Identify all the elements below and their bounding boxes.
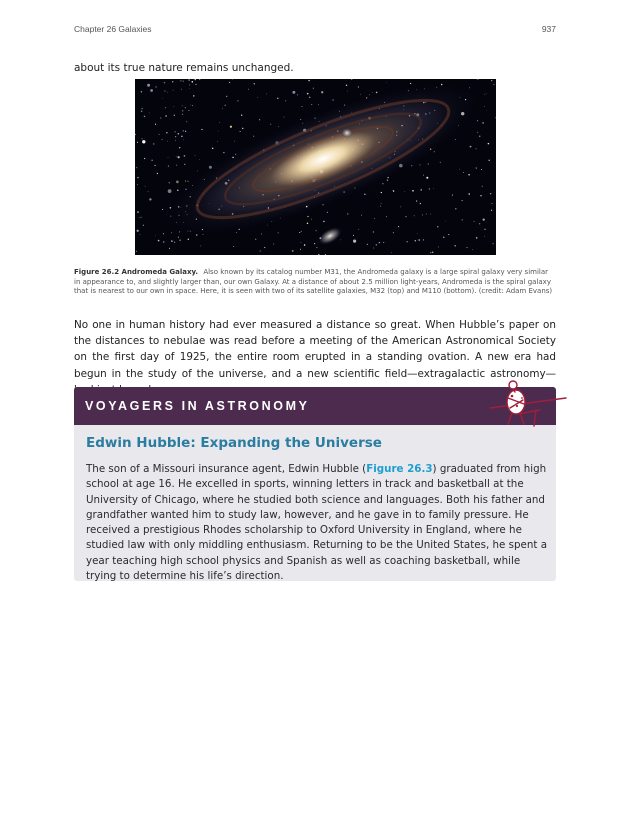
star: [492, 203, 493, 204]
star: [488, 143, 490, 145]
star: [472, 249, 473, 250]
star: [300, 249, 301, 250]
star: [219, 122, 220, 123]
star: [323, 221, 324, 222]
star: [410, 83, 411, 84]
star: [234, 141, 235, 142]
star: [405, 216, 406, 217]
star: [174, 115, 175, 116]
star: [241, 115, 242, 116]
galaxy-illustration: [135, 79, 496, 255]
star: [159, 134, 160, 135]
star: [150, 89, 153, 92]
star: [168, 157, 169, 158]
star: [479, 223, 480, 224]
star: [353, 235, 354, 236]
star: [301, 231, 302, 232]
star: [419, 164, 420, 165]
star: [438, 246, 439, 247]
star: [313, 88, 314, 89]
star: [493, 243, 494, 244]
star: [145, 186, 146, 187]
star: [142, 138, 143, 139]
star: [218, 131, 219, 132]
star: [452, 195, 453, 196]
star: [260, 250, 261, 251]
star: [307, 93, 309, 95]
star: [285, 100, 286, 101]
star: [321, 91, 323, 93]
star: [188, 110, 189, 111]
star: [142, 140, 145, 143]
star: [406, 241, 407, 242]
star: [182, 114, 183, 115]
star: [347, 213, 348, 214]
star: [327, 212, 328, 213]
star: [393, 190, 394, 191]
star: [144, 158, 145, 159]
voyagers-feature-box: [74, 387, 556, 581]
figure-caption: [74, 268, 556, 297]
star: [176, 156, 177, 157]
star: [229, 82, 230, 83]
star: [222, 108, 223, 109]
star: [400, 207, 401, 208]
star: [199, 159, 200, 160]
star: [448, 234, 449, 235]
star: [255, 239, 256, 240]
star: [181, 136, 182, 137]
star: [185, 107, 186, 108]
star: [311, 219, 312, 220]
star: [284, 117, 285, 118]
star: [302, 106, 303, 107]
star: [186, 121, 187, 122]
star: [189, 88, 190, 89]
star: [140, 234, 141, 235]
star: [308, 80, 309, 81]
star: [183, 80, 184, 81]
star: [304, 244, 306, 246]
star: [266, 94, 267, 95]
star: [364, 194, 365, 195]
star: [162, 98, 163, 99]
star: [445, 221, 446, 222]
star: [176, 165, 177, 166]
star: [136, 251, 137, 252]
star: [156, 86, 157, 87]
star: [137, 184, 138, 185]
star: [153, 143, 155, 145]
star: [151, 160, 152, 161]
star: [316, 230, 317, 231]
star: [137, 211, 138, 212]
star: [223, 152, 224, 153]
star: [484, 229, 485, 230]
star: [454, 245, 456, 247]
star: [430, 214, 431, 215]
star: [237, 100, 238, 101]
star: [201, 129, 202, 130]
star: [386, 216, 387, 217]
feature-label: VOYAGERS IN ASTRONOMY: [85, 399, 310, 413]
star: [242, 128, 244, 130]
star: [332, 99, 333, 100]
star: [307, 216, 308, 217]
star: [383, 242, 384, 243]
star: [149, 198, 151, 200]
star: [185, 181, 186, 182]
star: [141, 110, 143, 112]
star: [157, 173, 158, 174]
star: [172, 81, 173, 82]
star: [358, 86, 359, 87]
figure-label: Figure 26.2 Andromeda Galaxy.: [74, 268, 199, 276]
star: [398, 226, 399, 227]
star: [184, 155, 186, 157]
star: [482, 186, 483, 187]
star: [254, 83, 255, 84]
star: [311, 104, 312, 105]
star: [178, 133, 180, 135]
star: [167, 92, 168, 93]
star: [200, 245, 201, 246]
figure-26-3-link[interactable]: Figure 26.3: [366, 463, 433, 475]
star: [165, 107, 166, 108]
feature-paragraph-start: The son of a Missouri insurance agent, Edwin Hubble (: [86, 463, 367, 475]
star: [474, 221, 475, 222]
star: [136, 167, 137, 168]
star: [154, 165, 155, 166]
star: [195, 84, 196, 85]
star: [420, 189, 422, 191]
star: [277, 97, 279, 99]
star: [185, 131, 186, 132]
star: [414, 215, 415, 216]
star: [189, 84, 190, 85]
star: [463, 172, 464, 173]
star: [423, 239, 424, 240]
star: [160, 117, 161, 118]
star: [140, 217, 141, 218]
star: [490, 193, 491, 194]
star: [163, 233, 164, 234]
star: [143, 225, 144, 226]
star: [484, 106, 485, 107]
star: [217, 141, 218, 142]
star: [318, 104, 319, 105]
running-head: [74, 24, 556, 38]
star: [141, 91, 143, 93]
star: [233, 246, 234, 247]
star: [373, 248, 374, 249]
star: [491, 80, 492, 81]
star: [299, 232, 300, 233]
intro-line: about its true nature remains unchanged.: [74, 62, 294, 74]
page-number: 937: [541, 24, 556, 34]
star: [149, 113, 150, 114]
body-paragraph: No one in human history had ever measured a distance so great. When Hubble’s paper on the distances to nebulae was read before a meeting of the American Astronomical Society on the first day of 1925, the entire room erupted in a standing ovation. A new era had begun in the study of the universe, and a new scientific field—extragalactic astronomy—: [74, 319, 556, 380]
star: [188, 79, 189, 80]
star: [418, 239, 420, 241]
star: [486, 110, 487, 111]
star: [462, 219, 463, 220]
star: [455, 208, 457, 210]
star: [195, 155, 196, 156]
star: [432, 252, 434, 254]
feature-paragraph-rest: ) graduated from high school at age 16. He excelled in sports, winning letters in track and basketball at the University of Chicago, where he studied both science and languages. Both his father and grandfather wanted him to study law, however, and he gave in to family pressure. He received a prestigious Rhodes scholarship to Oxford University in England, where he studied law with only middling enthusiasm. Returning to be the United States, he spent a year teaching high school physics and Spanish as well as coaching basketball, while trying to determine his life’s direction.: [86, 463, 548, 583]
star: [479, 136, 480, 137]
star: [278, 232, 279, 233]
star: [491, 210, 492, 211]
star: [184, 164, 185, 165]
andromeda-galaxy-image: [135, 79, 496, 255]
star: [382, 183, 383, 184]
star: [273, 243, 274, 244]
star: [166, 132, 167, 133]
star: [483, 218, 485, 220]
star: [470, 146, 472, 148]
star: [455, 139, 456, 140]
star: [423, 175, 424, 176]
star: [148, 191, 149, 192]
astronaut-telescope-icon: [488, 376, 568, 428]
star: [353, 240, 356, 243]
star: [430, 252, 431, 253]
feature-paragraph: [86, 462, 550, 584]
star: [488, 160, 489, 161]
star: [197, 171, 198, 172]
star: [164, 91, 165, 92]
feature-header: [74, 387, 556, 425]
star: [174, 106, 175, 107]
star: [426, 214, 427, 215]
star: [158, 240, 160, 242]
star: [493, 84, 494, 85]
star: [466, 247, 467, 248]
star: [147, 84, 150, 87]
star: [297, 94, 298, 95]
star: [155, 235, 156, 236]
star: [292, 91, 295, 94]
star: [468, 193, 470, 195]
figure-caption-text: Also known by its catalog number M31, the Andromeda galaxy is a large spiral galaxy very similar in appearance to, and slightly larger than, our own Galaxy. At a distance of about 2.5 million light-years, Andromeda is the spiral galaxy that is nearest to our own in space. Here, it is seen with two of its satellite galaxies, M32 (top) and M110 (bottom). (credit: Adam Evans): [74, 268, 553, 295]
star: [264, 247, 265, 248]
star: [374, 218, 375, 219]
star: [182, 110, 184, 112]
star: [178, 237, 179, 238]
star: [412, 190, 414, 192]
star: [360, 94, 361, 95]
star: [183, 130, 184, 131]
star: [230, 126, 232, 128]
star: [259, 119, 260, 120]
star: [187, 181, 188, 182]
star: [484, 94, 485, 95]
star: [480, 195, 481, 196]
star: [174, 242, 175, 243]
star: [468, 174, 470, 176]
star: [420, 203, 421, 204]
star: [253, 136, 254, 137]
star: [386, 82, 387, 83]
star: [193, 95, 194, 96]
star: [164, 82, 165, 83]
star: [379, 242, 380, 243]
star: [168, 189, 172, 193]
star: [225, 105, 226, 106]
star: [486, 93, 487, 94]
star: [495, 117, 496, 118]
star: [433, 188, 434, 189]
star: [476, 168, 477, 169]
star: [181, 89, 182, 90]
star: [192, 81, 194, 83]
star: [175, 136, 176, 137]
star: [404, 191, 405, 192]
star: [169, 182, 170, 183]
star: [167, 141, 168, 142]
star: [361, 215, 362, 216]
star: [192, 105, 193, 106]
star: [415, 240, 416, 241]
star: [257, 97, 258, 98]
star: [240, 131, 241, 132]
star: [380, 206, 381, 207]
star: [180, 80, 181, 81]
star: [376, 244, 377, 245]
star: [346, 85, 347, 86]
star: [462, 200, 463, 201]
star: [428, 163, 429, 164]
star: [481, 169, 482, 170]
star: [169, 248, 170, 249]
star: [165, 115, 166, 116]
star: [426, 177, 428, 179]
star: [226, 96, 227, 97]
star: [292, 250, 294, 252]
star: [261, 233, 262, 234]
star: [358, 229, 359, 230]
star: [429, 188, 430, 189]
star: [182, 106, 183, 107]
star: [307, 223, 309, 225]
star: [176, 181, 179, 184]
star: [162, 139, 163, 140]
star: [422, 214, 423, 215]
star: [314, 243, 315, 244]
star: [177, 189, 179, 191]
chapter-title: Chapter 26 Galaxies: [74, 24, 152, 34]
star: [175, 131, 176, 132]
star: [137, 142, 138, 143]
star: [137, 230, 139, 232]
star: [141, 108, 143, 110]
star: [482, 122, 484, 124]
star: [179, 240, 180, 241]
star: [440, 162, 441, 163]
star: [381, 203, 382, 204]
star: [179, 147, 180, 148]
star: [476, 148, 477, 149]
star: [437, 226, 438, 227]
star: [367, 244, 368, 245]
star: [183, 139, 184, 140]
star: [340, 239, 341, 240]
star: [476, 237, 477, 238]
star: [381, 192, 382, 193]
star: [393, 232, 394, 233]
star: [301, 242, 302, 243]
star: [178, 156, 180, 158]
star: [477, 120, 478, 121]
star: [171, 232, 172, 233]
star: [459, 169, 460, 170]
star: [248, 89, 249, 90]
star: [163, 241, 164, 242]
m32-satellite: [341, 128, 353, 138]
star: [155, 124, 156, 125]
star: [477, 132, 478, 133]
star: [316, 247, 317, 248]
star: [175, 140, 176, 141]
star: [139, 217, 140, 218]
star: [484, 236, 485, 237]
star: [171, 240, 172, 241]
star: [372, 92, 373, 93]
star: [309, 97, 310, 98]
star: [373, 231, 374, 232]
star: [137, 177, 138, 178]
feature-title: Edwin Hubble: Expanding the Universe: [86, 435, 382, 451]
star: [270, 124, 271, 125]
star: [162, 209, 163, 210]
star: [347, 91, 348, 92]
star: [443, 237, 444, 238]
star: [168, 166, 169, 167]
star: [173, 90, 174, 91]
star: [278, 126, 279, 127]
star: [417, 233, 418, 234]
star: [416, 200, 417, 201]
star: [190, 105, 191, 106]
star: [144, 116, 146, 118]
star: [212, 148, 213, 149]
star: [391, 252, 392, 253]
star: [188, 239, 189, 240]
